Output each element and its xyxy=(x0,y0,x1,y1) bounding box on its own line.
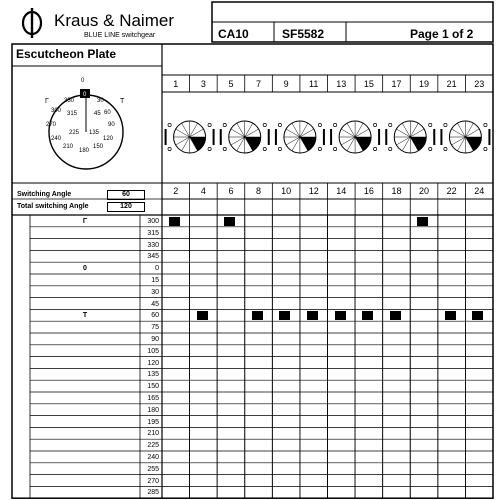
dial-label-300: 300 xyxy=(51,108,62,114)
angle-label: 330 xyxy=(147,241,159,249)
angle-label: 315 xyxy=(147,229,159,237)
total-switching-angle-value: 120 xyxy=(107,202,145,212)
angle-label: 195 xyxy=(147,418,159,426)
angle-label: 90 xyxy=(151,336,159,343)
bottom-contact-14: 14 xyxy=(336,186,347,196)
bottom-contact-22: 22 xyxy=(446,186,457,196)
angle-label: 345 xyxy=(147,253,159,261)
brand-name: Kraus & Naimer xyxy=(54,11,174,30)
total-switching-angle-label: Total switching Angle xyxy=(17,203,89,210)
dial-label-120: 120 xyxy=(103,136,114,142)
angle-label: 75 xyxy=(151,324,159,332)
angle-label: 150 xyxy=(147,383,159,391)
top-contact-9: 9 xyxy=(283,79,289,89)
bottom-contact-6: 6 xyxy=(228,186,234,196)
dial-label-240: 240 xyxy=(51,136,62,142)
top-contact-15: 15 xyxy=(363,79,374,89)
dial-position-gamma: Γ xyxy=(45,98,49,105)
dial-label-0: 0 xyxy=(81,78,85,84)
angle-label: 180 xyxy=(147,406,159,414)
dial-label-270: 270 xyxy=(46,122,57,128)
switching-angle-label: Switching Angle xyxy=(17,191,72,198)
section-title: Escutcheon Plate xyxy=(16,47,117,61)
dial-label-210: 210 xyxy=(63,144,74,150)
angle-label: 255 xyxy=(147,465,159,473)
angle-label: 0 xyxy=(155,265,159,273)
cam-diagram-icon xyxy=(331,121,379,153)
dial-pointer-label: 0 xyxy=(83,92,87,98)
cam-diagram-icon xyxy=(166,121,214,153)
bottom-contact-20: 20 xyxy=(419,186,430,196)
angle-label: 45 xyxy=(151,300,159,308)
dial-label-330: 330 xyxy=(64,98,75,104)
dial-label-60: 60 xyxy=(104,110,111,116)
top-contact-7: 7 xyxy=(256,79,262,89)
angle-label: 60 xyxy=(151,312,159,320)
angle-label: 15 xyxy=(151,277,159,284)
bottom-contact-24: 24 xyxy=(474,186,485,196)
switching-angle-value: 60 xyxy=(107,190,145,200)
top-contact-19: 19 xyxy=(419,79,430,89)
dial-label-315: 315 xyxy=(67,111,78,117)
bottom-contact-12: 12 xyxy=(308,186,319,196)
brand-tagline: BLUE LINE switchgear xyxy=(84,32,156,39)
bottom-contact-4: 4 xyxy=(200,186,206,196)
cam-diagram-icon xyxy=(441,121,489,153)
top-contact-11: 11 xyxy=(309,79,319,89)
cam-diagram-icon xyxy=(386,121,434,153)
dial-label-30: 30 xyxy=(97,98,104,104)
position-label: Γ xyxy=(82,218,88,225)
angle-label: 120 xyxy=(147,359,159,367)
bottom-contact-18: 18 xyxy=(391,186,402,196)
angle-label: 105 xyxy=(147,347,159,355)
angle-label: 210 xyxy=(147,430,159,438)
top-contact-1: 1 xyxy=(173,79,179,89)
angle-label: 285 xyxy=(147,489,159,497)
position-label: 0 xyxy=(83,265,87,273)
bottom-contact-2: 2 xyxy=(173,186,179,196)
top-contact-17: 17 xyxy=(391,79,402,89)
dial-label-180: 180 xyxy=(79,148,90,154)
top-contact-23: 23 xyxy=(474,79,485,89)
dial-position-t: T xyxy=(120,98,125,105)
angle-label: 300 xyxy=(147,218,159,225)
angle-label: 165 xyxy=(147,395,159,402)
bottom-contact-16: 16 xyxy=(363,186,374,196)
cam-diagram-icon xyxy=(221,121,269,153)
bottom-contact-10: 10 xyxy=(281,186,292,196)
dial-label-45: 45 xyxy=(94,111,101,117)
top-contact-13: 13 xyxy=(336,79,347,89)
model-code: CA10 xyxy=(218,27,249,41)
angle-label: 270 xyxy=(147,477,159,485)
program-number: SF5582 xyxy=(282,27,325,41)
angle-label: 135 xyxy=(147,371,159,379)
bottom-contact-8: 8 xyxy=(256,186,262,196)
dial-label-225: 225 xyxy=(69,130,80,136)
dial-label-150: 150 xyxy=(93,144,104,150)
page-indicator: Page 1 of 2 xyxy=(410,27,474,41)
dial-label-135: 135 xyxy=(89,130,100,136)
dial-label-90: 90 xyxy=(108,122,115,128)
top-contact-21: 21 xyxy=(446,79,457,89)
angle-label: 225 xyxy=(147,442,159,450)
position-label: T xyxy=(82,312,88,320)
angle-label: 30 xyxy=(151,288,159,296)
top-contact-5: 5 xyxy=(228,79,234,89)
angle-label: 240 xyxy=(147,454,159,461)
cam-diagram-icon xyxy=(276,121,324,153)
top-contact-3: 3 xyxy=(200,79,206,89)
